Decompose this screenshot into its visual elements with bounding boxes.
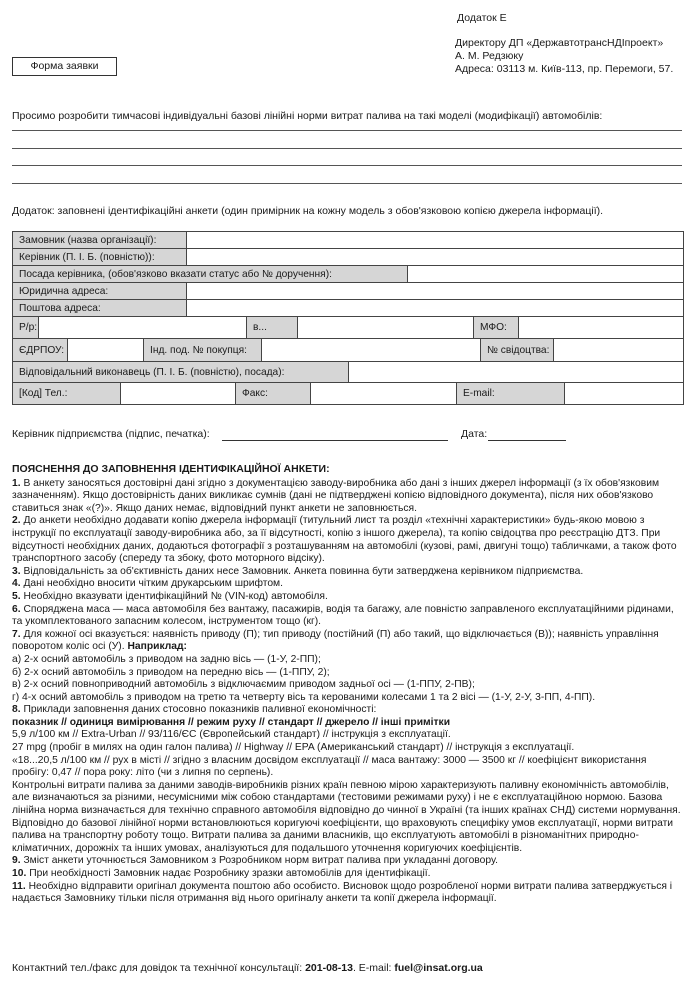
attachment-text: Додаток: заповнені ідентифікаційні анкети (один примірник на кожну модель з обов'язковою копією джерела інформації).: [12, 205, 604, 217]
date-line[interactable]: [488, 440, 566, 441]
contact-line: Контактний тел./факс для довідок та технічної консультації: 201-08-13. E-mail: fuel@insat.org.ua: [12, 962, 483, 974]
position-field[interactable]: [408, 266, 683, 283]
bank-label: в...: [247, 317, 298, 339]
account-field[interactable]: [39, 317, 247, 339]
explanation-item: 5. Необхідно вказувати ідентифікаційний № (VIN-код) автомобіля.: [12, 590, 328, 602]
customer-field[interactable]: [187, 232, 683, 249]
legal-address-label: Юридична адреса:: [13, 283, 187, 300]
axle-example: г) 4-х осний автомобіль з приводом на третю та четверту вісь та керованими колесами 1 та 2 вісі — (1-У, 2-У, 3-ПП, 4-ПП).: [12, 691, 596, 703]
explanations-section: [12, 463, 684, 906]
explanation-item: 4. Дані необхідно вносити чітким друкарським шрифтом.: [12, 578, 283, 590]
manager-field[interactable]: [187, 249, 683, 266]
fuel-example: 5,9 л/100 км // Extra-Urban // 93/116/ЄС (Європейський стандарт) // інструкція з експлуатації.: [12, 729, 451, 741]
account-label: Р/р:: [13, 317, 39, 339]
postal-address-label: Поштова адреса:: [13, 300, 187, 317]
explanation-item: 2. До анкети необхідно додавати копію джерела інформації (титульний лист та розділ «технічні характеристики» будь-якою мовою з інструкції по експлуатації заводу-виробника або, за її відсутності, копію з іншого джерела), та копію свідоцтва про реєстрацію ДТЗ. При відсутності необхідних даних, додаються фотографії з розташуванням на автомобілі (кузові, рамі, двигуні тощо) табличками, а також фото транспортного засобу (спереду та збоку, фото моторного відсіку).: [12, 515, 677, 565]
certificate-field[interactable]: [554, 339, 683, 362]
explanation-item: 9. Зміст анкети уточнюється Замовником з Розробником норм витрат палива при укладанні договору.: [12, 855, 498, 867]
fuel-note: Контрольні витрати палива за даними заводів-виробників різних країн певною мірою характеризують паливну економічність автомобілів, але визначаються за різними, несумісними між собою стандартами (тестовими режимами руху) і не є експлуатаційною нормою. Базова лінійна норма визначається для технічно справного автомобіля відповідно до чинної в Україні (та інших країнах СНД) системи нормування. Відповідно до базової лінійної норми встановлюються коригуючі коефіцієнти, що враховують специфіку умов експлуатації, норми витрати палива на транспортну роботу тощо. Витрати палива за даними власників, що експлуатують автомобілі в різноманітних природно-кліматичних, дорожніх та інших умовах, аналізуються для подальшого уточнення коригуючих коефіцієнтів.: [12, 779, 681, 854]
certificate-label: № свідоцтва:: [481, 339, 554, 362]
legal-address-field[interactable]: [187, 283, 683, 300]
phone-label: [Код] Тел.:: [13, 383, 121, 404]
fuel-example-header: показник // одиниця вимірювання // режим руху // стандарт // джерело // інші примітки: [12, 716, 451, 728]
fax-label: Факс:: [236, 383, 311, 404]
fill-line[interactable]: [12, 165, 682, 166]
mfo-field[interactable]: [519, 317, 683, 339]
fill-line[interactable]: [12, 148, 682, 149]
request-text: Просимо розробити тимчасові індивідуальні базові лінійні норми витрат палива на такі моделі (модифікації) автомобілів:: [12, 110, 603, 122]
contact-email[interactable]: fuel@insat.org.ua: [394, 962, 483, 974]
contact-phone: 201-08-13: [305, 962, 353, 974]
edrpou-field[interactable]: [68, 339, 144, 362]
explanation-item: 3. Відповідальність за об'єктивність даних несе Замовник. Анкета повинна бути затверджена керівником підприємства.: [12, 565, 584, 577]
position-label: Посада керівника, (обов'язково вказати статус або № доручення):: [13, 266, 408, 283]
axle-example: а) 2-х осний автомобіль з приводом на задню вісь — (1-У, 2-ПП);: [12, 653, 321, 665]
explanation-item: 8. Приклади заповнення даних стосовно показників паливної економічності:: [12, 704, 377, 716]
postal-address-field[interactable]: [187, 300, 683, 317]
identification-table: [12, 231, 684, 405]
axle-example: б) 2-х осний автомобіль з приводом на передню вісь — (1-ППУ, 2);: [12, 666, 330, 678]
phone-field[interactable]: [121, 383, 236, 404]
addressee-line: Адреса: 03113 м. Київ-113, пр. Перемоги, 57.: [455, 63, 674, 75]
bank-field[interactable]: [298, 317, 474, 339]
date-label: Дата:: [461, 428, 488, 440]
edrpou-label: ЄДРПОУ:: [13, 339, 68, 362]
fuel-example: 27 mpg (пробіг в милях на один галон палива) // Highway // EPA (Американський стандарт) // інструкція з експлуатації.: [12, 742, 575, 754]
explanation-item: 11. Необхідно відправити оригінал документа поштою або особисто. Висновок щодо розробленої норми витрати палива затверджується і надається Замовнику тільки після отримання від нього оригіналу анкети та копії джерела інформації.: [12, 880, 673, 905]
fuel-example: «18...20,5 л/100 км // рух в місті // згідно з власним досвідом експлуатації // маса вантажу: 3000 — 3500 кг // коефіцієнт використання пробігу: 0,47 // пора року: літо (чи з липня по серпень).: [12, 754, 647, 779]
email-label: E-mail:: [457, 383, 565, 404]
manager-label: Керівник (П. І. Б. (повністю)):: [13, 249, 187, 266]
tax-number-field[interactable]: [262, 339, 481, 362]
head-signature-label: Керівник підприємства (підпис, печатка):: [12, 428, 210, 440]
addressee-block: [455, 37, 673, 76]
customer-label: Замовник (назва організації):: [13, 232, 187, 249]
mfo-label: МФО:: [474, 317, 519, 339]
explanation-item: 6. Споряджена маса — маса автомобіля без вантажу, пасажирів, водія та багажу, але повністю заправленого експлуатаційними рідинами, та укомплектованого запасним колесом, інструментом тощо (кг).: [12, 603, 674, 628]
addressee-line: Директору ДП «ДержавтотрансНДІпроект»: [455, 37, 664, 49]
executor-label: Відповідальний виконавець (П. І. Б. (повністю), посада):: [13, 362, 349, 383]
appendix-label: Додаток Е: [457, 12, 507, 24]
tax-number-label: Інд. под. № покупця:: [144, 339, 262, 362]
email-field[interactable]: [565, 383, 683, 404]
fill-line[interactable]: [12, 183, 682, 184]
axle-example: в) 2-х осний повноприводний автомобіль з відключаємим приводом задньої осі — (1-ППУ, 2-ПВ);: [12, 679, 475, 691]
form-title-box: Форма заявки: [12, 57, 117, 76]
addressee-line: А. М. Редзюку: [455, 50, 524, 62]
explanation-item: 1. В анкету заносяться достовірні дані згідно з документацією заводу-виробника або дані з інших джерел інформації (з їх обов'язковим зазначенням). Якщо достовірність даних викликає сумнів (дані не підтверджені копією відповідного документа), після них обов'язково ставиться знак «(?)». Якщо даних немає, відповідний пункт анкети не заповнюється.: [12, 477, 660, 514]
explanation-item: 7. Для кожної осі вказується: наявність приводу (П); тип приводу (постійний (П) або такий, що відключається (В)); наявність управління поворотом коліс осі (У). Наприклад:: [12, 628, 659, 653]
explanation-item: 10. При необхідності Замовник надає Розробнику зразки автомобілів для ідентифікації.: [12, 868, 431, 879]
signature-line[interactable]: [222, 440, 448, 441]
fill-line[interactable]: [12, 130, 682, 131]
fax-field[interactable]: [311, 383, 457, 404]
executor-field[interactable]: [349, 362, 683, 383]
explanations-title: ПОЯСНЕННЯ ДО ЗАПОВНЕННЯ ІДЕНТИФІКАЦІЙНОЇ АНКЕТИ:: [12, 463, 330, 475]
